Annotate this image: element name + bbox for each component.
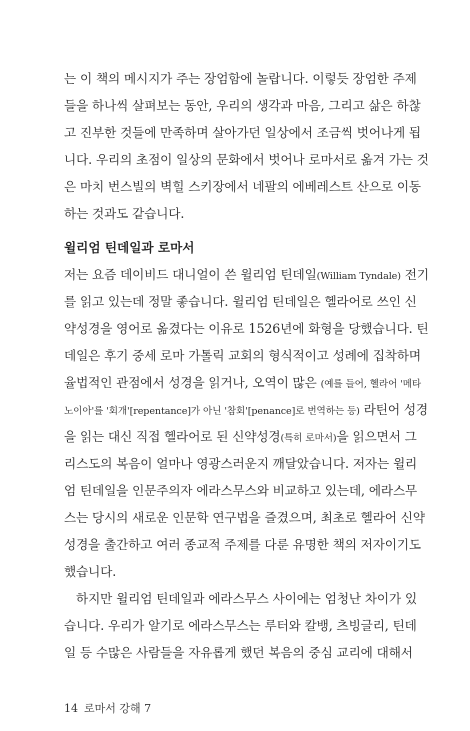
body-text: 을 읽으면서 그	[336, 429, 417, 444]
body-text-line	[64, 402, 428, 418]
page-footer	[64, 700, 151, 716]
section-heading: 윌리엄 틴데일과 로마서	[64, 240, 195, 255]
body-text-line: 를 읽고 있는데 정말 좋습니다. 윌리엄 틴데일은 헬라어로 쓰인 신	[64, 294, 417, 309]
body-text-line: 고 진부한 것들에 만족하며 살아가던 일상에서 조금씩 벗어나게 됩	[64, 125, 421, 140]
page-number: 14	[64, 702, 78, 715]
parenthetical-note: (예를 들어, 헬라어 '메타	[320, 379, 422, 390]
body-text: 라틴어 성경	[359, 402, 428, 417]
body-text-line: 약성경을 영어로 옮겼다는 이유로 1526년에 화형을 당했습니다. 틴	[64, 321, 429, 336]
body-text-line: 하는 것과도 같습니다.	[64, 206, 185, 221]
body-text-line	[64, 375, 422, 391]
body-text-line: 습니다. 우리가 알기로 에라스무스는 루터와 칼뱅, 츠빙글리, 틴데	[64, 618, 417, 633]
body-text-line	[64, 267, 429, 283]
body-text: 을 읽는 대신 직접 헬라어로 된 신약성경	[64, 429, 281, 444]
parenthetical-note: 노이아'를 '회개'[repentance]가 아닌 '참회'[penance]로 번역하는 등)	[64, 406, 360, 417]
body-text-line: 했습니다.	[64, 564, 117, 579]
body-text: 저는 요즘 데이비드 대니얼이 쓴 윌리엄 틴데일	[64, 267, 317, 282]
body-text: 율법적인 관점에서 성경을 읽거나, 오역이 많은	[64, 375, 321, 390]
body-text-line: 성경을 출간하고 여러 종교적 주제를 다룬 유명한 책의 저자이기도	[64, 537, 421, 552]
body-text: 전기	[400, 267, 429, 282]
body-text-line: 들을 하나씩 살펴보는 동안, 우리의 생각과 마음, 그리고 삶은 하찮	[64, 98, 421, 113]
body-text-line	[64, 429, 417, 445]
body-text-line: 은 마치 번스빌의 벽힐 스키장에서 네팔의 에베레스트 산으로 이동	[64, 179, 421, 194]
body-text-line: 니다. 우리의 초점이 일상의 문화에서 벗어나 로마서로 옮겨 가는 것	[64, 152, 429, 167]
running-title: 로마서 강해 7	[84, 702, 152, 715]
body-text-line: 는 이 책의 메시지가 주는 장엄함에 놀랍니다. 이렇듯 장엄한 주제	[64, 71, 417, 86]
body-text-line: 하지만 윌리엄 틴데일과 에라스무스 사이에는 엄청난 차이가 있	[76, 591, 418, 606]
parenthetical-note: (William Tyndale)	[316, 271, 401, 282]
parenthetical-note: (특히 로마서)	[280, 433, 337, 444]
body-text-line: 데일은 후기 중세 로마 가톨릭 교회의 형식적이고 성례에 집착하며	[64, 348, 421, 363]
body-text-line: 스는 당시의 새로운 인문학 연구법을 즐겼으며, 최초로 헬라어 신약	[64, 510, 425, 525]
body-text-line: 엄 틴데일을 인문주의자 에라스무스와 비교하고 있는데, 에라스무	[64, 483, 418, 498]
body-text-line: 리스도의 복음이 얼마나 영광스러운지 깨달았습니다. 저자는 윌리	[64, 456, 418, 471]
body-text-line: 일 등 수많은 사람들을 자유롭게 했던 복음의 중심 교리에 대해서	[64, 645, 413, 660]
